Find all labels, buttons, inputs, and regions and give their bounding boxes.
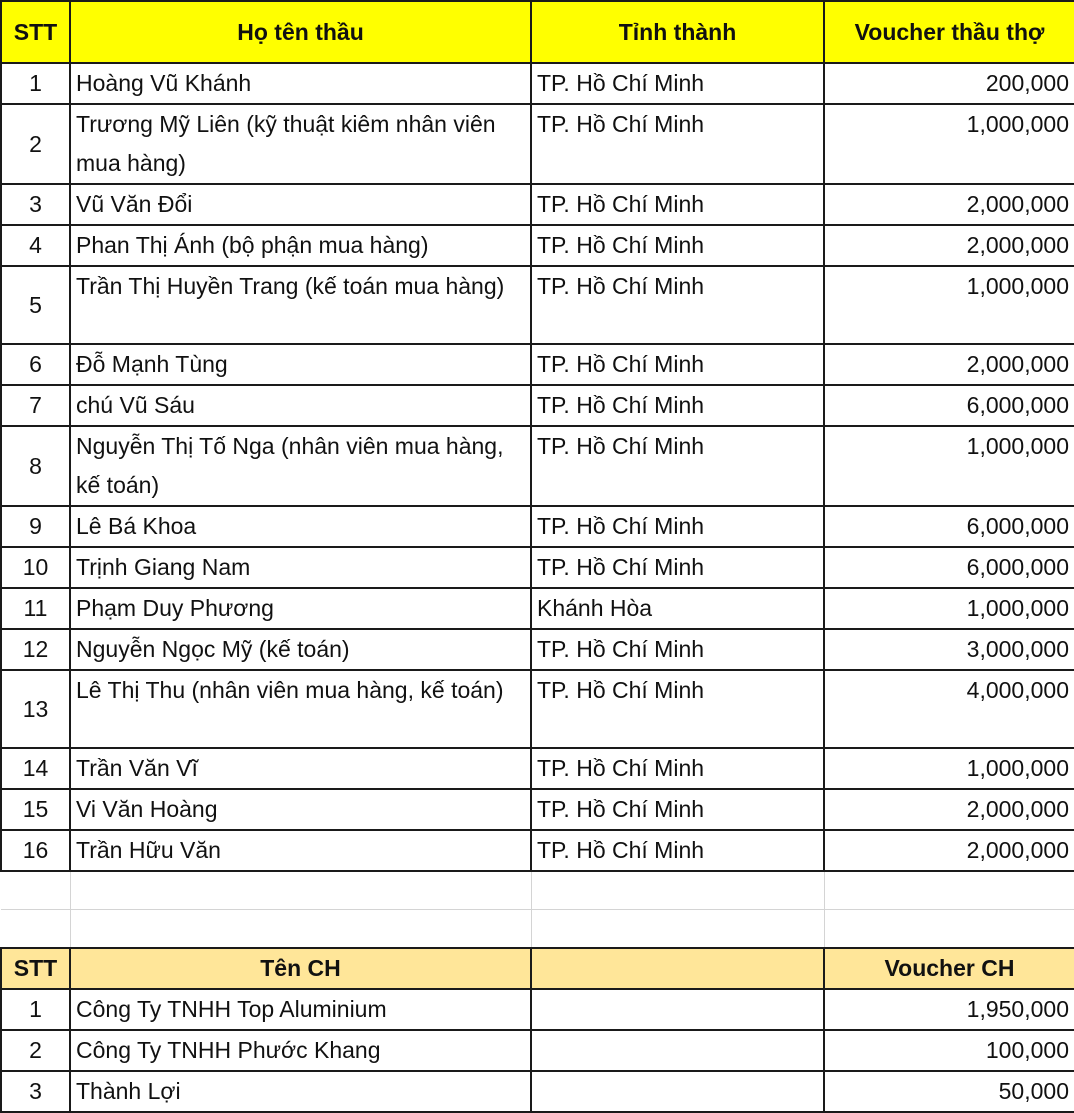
stt-cell[interactable]: 13	[1, 670, 70, 748]
header-stt[interactable]: STT	[1, 1, 70, 63]
stt-cell[interactable]: 1	[1, 63, 70, 104]
contractor-row	[1, 748, 1074, 789]
province-cell[interactable]: TP. Hồ Chí Minh	[531, 426, 824, 506]
stt-cell[interactable]: 11	[1, 588, 70, 629]
contractor-row	[1, 588, 1074, 629]
contractor-row	[1, 266, 1074, 344]
stores-header-row	[1, 948, 1074, 989]
empty-row	[1, 910, 1074, 949]
contractor-name-cell[interactable]: Trần Văn Vĩ	[70, 748, 531, 789]
stt-cell[interactable]: 4	[1, 225, 70, 266]
stt-cell[interactable]: 15	[1, 789, 70, 830]
stt-cell[interactable]: 2	[1, 1030, 70, 1071]
header-store-blank[interactable]	[531, 948, 824, 989]
stt-cell[interactable]: 7	[1, 385, 70, 426]
header-store-voucher[interactable]: Voucher CH	[824, 948, 1074, 989]
province-cell[interactable]: TP. Hồ Chí Minh	[531, 670, 824, 748]
voucher-cell[interactable]: 4,000,000	[824, 670, 1074, 748]
empty-cell[interactable]	[531, 910, 824, 949]
stt-cell[interactable]: 2	[1, 104, 70, 184]
voucher-cell[interactable]: 2,000,000	[824, 225, 1074, 266]
voucher-cell[interactable]: 2,000,000	[824, 830, 1074, 871]
province-cell[interactable]: TP. Hồ Chí Minh	[531, 184, 824, 225]
store-voucher-cell[interactable]: 50,000	[824, 1071, 1074, 1112]
contractor-row	[1, 63, 1074, 104]
contractor-row	[1, 830, 1074, 871]
stt-cell[interactable]: 12	[1, 629, 70, 670]
store-blank-cell[interactable]	[531, 1030, 824, 1071]
contractor-row	[1, 344, 1074, 385]
contractor-name-cell[interactable]: Trương Mỹ Liên (kỹ thuật kiêm nhân viên mua hàng)	[70, 104, 531, 184]
contractor-name-cell[interactable]: Hoàng Vũ Khánh	[70, 63, 531, 104]
empty-cell[interactable]	[531, 871, 824, 910]
contractor-name-cell[interactable]: Lê Bá Khoa	[70, 506, 531, 547]
contractor-row	[1, 385, 1074, 426]
store-row	[1, 1030, 1074, 1071]
store-blank-cell[interactable]	[531, 989, 824, 1030]
stt-cell[interactable]: 3	[1, 184, 70, 225]
contractor-name-cell[interactable]: chú Vũ Sáu	[70, 385, 531, 426]
store-row	[1, 989, 1074, 1030]
store-name-cell[interactable]: Công Ty TNHH Phước Khang	[70, 1030, 531, 1071]
contractor-name-cell[interactable]: Trần Hữu Văn	[70, 830, 531, 871]
voucher-cell[interactable]: 1,000,000	[824, 588, 1074, 629]
contractor-name-cell[interactable]: Vi Văn Hoàng	[70, 789, 531, 830]
voucher-cell[interactable]: 2,000,000	[824, 344, 1074, 385]
header-contractor-name[interactable]: Họ tên thầu	[70, 1, 531, 63]
voucher-cell[interactable]: 2,000,000	[824, 789, 1074, 830]
province-cell[interactable]: Khánh Hòa	[531, 588, 824, 629]
province-cell[interactable]: TP. Hồ Chí Minh	[531, 63, 824, 104]
province-cell[interactable]: TP. Hồ Chí Minh	[531, 385, 824, 426]
contractor-row	[1, 670, 1074, 748]
contractor-row	[1, 104, 1074, 184]
contractor-row	[1, 629, 1074, 670]
voucher-cell[interactable]: 6,000,000	[824, 385, 1074, 426]
contractor-name-cell[interactable]: Trần Thị Huyền Trang (kế toán mua hàng)	[70, 266, 531, 344]
store-name-cell[interactable]: Thành Lợi	[70, 1071, 531, 1112]
header-store-name[interactable]: Tên CH	[70, 948, 531, 989]
province-cell[interactable]: TP. Hồ Chí Minh	[531, 104, 824, 184]
empty-cell[interactable]	[70, 910, 531, 949]
voucher-cell[interactable]: 1,000,000	[824, 266, 1074, 344]
contractor-name-cell[interactable]: Đỗ Mạnh Tùng	[70, 344, 531, 385]
stt-cell[interactable]: 9	[1, 506, 70, 547]
empty-cell[interactable]	[824, 871, 1074, 910]
contractor-row	[1, 184, 1074, 225]
empty-row	[1, 871, 1074, 910]
province-cell[interactable]: TP. Hồ Chí Minh	[531, 266, 824, 344]
header-store-stt[interactable]: STT	[1, 948, 70, 989]
voucher-cell[interactable]: 6,000,000	[824, 506, 1074, 547]
empty-cell[interactable]	[1, 910, 70, 949]
contractor-name-cell[interactable]: Nguyễn Thị Tố Nga (nhân viên mua hàng, kế toán)	[70, 426, 531, 506]
stt-cell[interactable]: 1	[1, 989, 70, 1030]
province-cell[interactable]: TP. Hồ Chí Minh	[531, 789, 824, 830]
empty-cell[interactable]	[824, 910, 1074, 949]
stt-cell[interactable]: 16	[1, 830, 70, 871]
voucher-cell[interactable]: 1,000,000	[824, 748, 1074, 789]
contractor-row	[1, 789, 1074, 830]
province-cell[interactable]: TP. Hồ Chí Minh	[531, 748, 824, 789]
contractors-header-row	[1, 1, 1074, 63]
province-cell[interactable]: TP. Hồ Chí Minh	[531, 225, 824, 266]
stt-cell[interactable]: 5	[1, 266, 70, 344]
stt-cell[interactable]: 14	[1, 748, 70, 789]
header-contractor-voucher[interactable]: Voucher thầu thợ	[824, 1, 1074, 63]
contractor-name-cell[interactable]: Lê Thị Thu (nhân viên mua hàng, kế toán)	[70, 670, 531, 748]
voucher-cell[interactable]: 3,000,000	[824, 629, 1074, 670]
store-name-cell[interactable]: Công Ty TNHH Top Aluminium	[70, 989, 531, 1030]
contractor-row	[1, 426, 1074, 506]
province-cell[interactable]: TP. Hồ Chí Minh	[531, 344, 824, 385]
stt-cell[interactable]: 6	[1, 344, 70, 385]
stt-cell[interactable]: 8	[1, 426, 70, 506]
voucher-cell[interactable]: 1,000,000	[824, 104, 1074, 184]
contractor-name-cell[interactable]: Phạm Duy Phương	[70, 588, 531, 629]
contractor-name-cell[interactable]: Nguyễn Ngọc Mỹ (kế toán)	[70, 629, 531, 670]
voucher-cell[interactable]: 1,000,000	[824, 426, 1074, 506]
province-cell[interactable]: TP. Hồ Chí Minh	[531, 830, 824, 871]
empty-cell[interactable]	[1, 871, 70, 910]
empty-cell[interactable]	[70, 871, 531, 910]
store-blank-cell[interactable]	[531, 1071, 824, 1112]
province-cell[interactable]: TP. Hồ Chí Minh	[531, 547, 824, 588]
contractor-name-cell[interactable]: Vũ Văn Đổi	[70, 184, 531, 225]
province-cell[interactable]: TP. Hồ Chí Minh	[531, 629, 824, 670]
header-province[interactable]: Tỉnh thành	[531, 1, 824, 63]
voucher-cell[interactable]: 2,000,000	[824, 184, 1074, 225]
voucher-cell[interactable]: 200,000	[824, 63, 1074, 104]
store-voucher-cell[interactable]: 100,000	[824, 1030, 1074, 1071]
voucher-cell[interactable]: 6,000,000	[824, 547, 1074, 588]
stt-cell[interactable]: 3	[1, 1071, 70, 1112]
contractor-name-cell[interactable]: Phan Thị Ánh (bộ phận mua hàng)	[70, 225, 531, 266]
contractor-row	[1, 225, 1074, 266]
contractor-name-cell[interactable]: Trịnh Giang Nam	[70, 547, 531, 588]
store-voucher-cell[interactable]: 1,950,000	[824, 989, 1074, 1030]
contractor-row	[1, 547, 1074, 588]
store-row	[1, 1071, 1074, 1112]
province-cell[interactable]: TP. Hồ Chí Minh	[531, 506, 824, 547]
contractor-row	[1, 506, 1074, 547]
stt-cell[interactable]: 10	[1, 547, 70, 588]
